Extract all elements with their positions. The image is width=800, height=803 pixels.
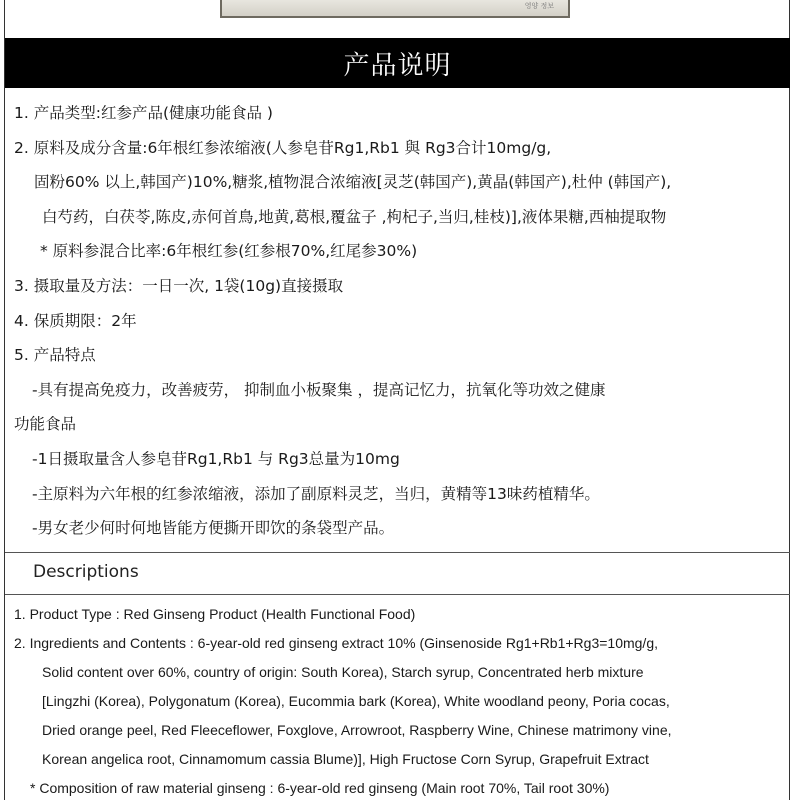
chinese-description <box>14 96 794 546</box>
product-photo-caption: 영양 정보 <box>524 2 554 10</box>
en-line: Dried orange peel, Red Fleeceflower, Foxglove, Arrowroot, Raspberry Wine, Chinese matrimony vine, <box>42 722 672 738</box>
cn-line: -1日摄取量含人参皂苷Rg1,Rb1 与 Rg3总量为10mg <box>32 449 400 468</box>
en-line: 1. Product Type : Red Ginseng Product (Health Functional Food) <box>14 606 416 622</box>
cn-line: -男女老少何时何地皆能方便撕开即饮的条袋型产品。 <box>32 519 395 538</box>
cn-line: -具有提高免疫力，改善疲劳， 抑制血小板聚集 ，提高记忆力，抗氧化等功效之健康 <box>32 380 606 399</box>
section-divider-top <box>5 552 790 553</box>
cn-line: 白芍药，白茯苓,陈皮,赤何首鳥,地黄,葛根,覆盆子 ,枸杞子,当归,桂枝)],液体果糖,西柚提取物 <box>42 207 667 226</box>
cn-line: 2. 原料及成分含量:6年根红参浓缩液(人参皂苷Rg1,Rb1 與 Rg3合计10mg/g, <box>14 138 552 157</box>
cn-line: 3. 摄取量及方法：一日一次, 1袋(10g)直接摄取 <box>14 276 344 295</box>
cn-line: 1. 产品类型:红参产品(健康功能食品 ) <box>14 104 273 122</box>
en-line: Solid content over 60%, country of origin: South Korea), Starch syrup, Concentrated herb mixture <box>42 664 644 680</box>
en-line: * Composition of raw material ginseng : 6-year-old red ginseng (Main root 70%, Tail root 30%) <box>30 780 610 796</box>
section-title: 产品说明 <box>343 50 452 81</box>
product-photo <box>220 0 570 18</box>
cn-line: 5. 产品特点 <box>14 346 96 365</box>
cn-line: 4. 保质期限：2年 <box>14 311 137 330</box>
section-divider-bottom <box>5 594 790 595</box>
cn-line: 功能食品 <box>14 415 77 434</box>
cn-line: 固粉60% 以上,韩国产)10%,糖浆,植物混合浓缩液[灵芝(韩国产),黄晶(韩国产),杜仲 (韩国产), <box>34 173 672 192</box>
descriptions-heading: Descriptions <box>33 562 139 582</box>
cn-line: -主原料为六年根的红参浓缩液，添加了副原料灵芝，当归，黄精等13味药植精华。 <box>32 484 600 503</box>
en-line: 2. Ingredients and Contents : 6-year-old red ginseng extract 10% (Ginsenoside Rg1+Rb1+Rg3=10mg/g, <box>14 635 658 651</box>
en-line: Korean angelica root, Cinnamomum cassia Blume)], High Fructose Corn Syrup, Grapefruit Extract <box>42 751 649 767</box>
english-description <box>14 600 794 803</box>
section-title-bar <box>5 38 790 88</box>
en-line: [Lingzhi (Korea), Polygonatum (Korea), Eucommia bark (Korea), White woodland peony, Poria cocas, <box>42 693 670 709</box>
cn-line: * 原料参混合比率:6年根红参(红参根70%,红尾参30%) <box>40 242 418 261</box>
